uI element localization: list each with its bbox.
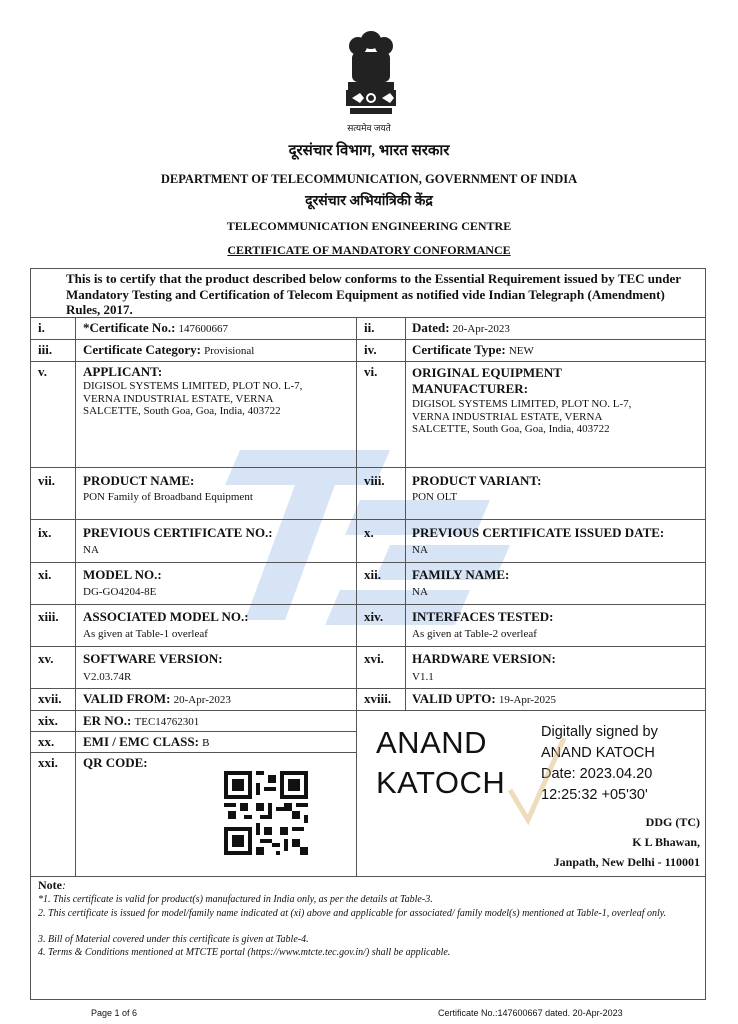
model-no-label: MODEL NO.:: [83, 567, 162, 582]
field-num-iii: iii.: [38, 342, 53, 357]
model-no-value: DG-GO4204-8E: [83, 586, 157, 598]
software-version-value: V2.03.74R: [83, 671, 132, 683]
product-variant-value: PON OLT: [412, 491, 458, 503]
field-num-xv: xv.: [38, 651, 54, 666]
previous-cert-date-label: PREVIOUS CERTIFICATE ISSUED DATE:: [412, 525, 665, 540]
dated-label: Dated:: [412, 320, 450, 335]
field-num-xxi: xxi.: [38, 755, 58, 770]
field-num-xvii: xvii.: [38, 691, 62, 706]
product-name-label: PRODUCT NAME:: [83, 473, 195, 488]
previous-cert-no-value: NA: [83, 544, 99, 556]
applicant-value: DIGISOL SYSTEMS LIMITED, PLOT NO. L-7, VERNA INDUSTRIAL ESTATE, VERNA SALCETTE, South Goa, Goa, India, 403722: [83, 380, 303, 417]
field-num-ii: ii.: [364, 320, 375, 335]
certificate-no-label: *Certificate No.:: [83, 320, 176, 335]
field-num-viii: viii.: [364, 473, 385, 488]
certificate-category-label: Certificate Category:: [83, 342, 202, 357]
applicant-label: APPLICANT:: [83, 364, 163, 379]
field-num-xi: xi.: [38, 567, 52, 582]
notes-heading-text: Note: [38, 878, 62, 892]
emi-emc-class-label: EMI / EMC CLASS:: [83, 734, 199, 749]
product-name-value: PON Family of Broadband Equipment: [83, 491, 253, 503]
emblem-motto: सत्यमेव जयते: [347, 123, 391, 133]
field-num-ix: ix.: [38, 525, 52, 540]
field-num-xix: xix.: [38, 713, 58, 728]
associated-model-label: ASSOCIATED MODEL NO.:: [83, 609, 249, 624]
previous-cert-date-value: NA: [412, 544, 428, 556]
field-num-xiii: xiii.: [38, 609, 59, 624]
er-no-value: TEC14762301: [134, 716, 200, 728]
note-4: 4. Terms & Conditions mentioned at MTCTE portal (https://www.mtcte.tec.gov.in/) shall be applicable.: [38, 947, 451, 958]
family-name-value: NA: [412, 586, 428, 598]
hardware-version-value: V1.1: [412, 671, 434, 683]
national-emblem-icon: [338, 26, 404, 126]
designation: DDG (TC): [645, 815, 700, 829]
hardware-version-label: HARDWARE VERSION:: [412, 651, 556, 666]
signature-check-icon: [500, 730, 570, 830]
family-name-label: FAMILY NAME:: [412, 567, 510, 582]
certificate-no-value: 147600667: [178, 323, 229, 335]
associated-model-value: As given at Table-1 overleaf: [83, 628, 208, 640]
intro-statement: This is to certify that the product described below conforms to the Essential Requirement issued by TEC under Mandatory Testing and Certification of Telecom Equipment as notified vide Indian Telegraph (Amendment) Rules, 2017.: [66, 271, 681, 317]
qr-code-icon[interactable]: [224, 771, 308, 855]
tec-hindi: दूरसंचार अभियांत्रिकी केंद्र: [305, 194, 433, 209]
field-num-iv: iv.: [364, 342, 377, 357]
certificate-type-label: Certificate Type:: [412, 342, 506, 357]
certificate-type-value: NEW: [508, 345, 534, 357]
digital-signature-text: Digitally signed by ANAND KATOCH Date: 2023.04.20 12:25:32 +05'30': [541, 724, 658, 803]
valid-upto-value: 19-Apr-2025: [498, 694, 557, 706]
notes-heading: Note:: [38, 878, 66, 892]
signer-name-line2: KATOCH: [376, 765, 506, 800]
signer-name-line1: ANAND: [376, 725, 488, 760]
note-1: *1. This certificate is valid for product(s) manufactured in India only, as per the details at Table-3.: [38, 894, 433, 905]
field-num-vi: vi.: [364, 364, 378, 379]
emi-emc-class-value: B: [202, 737, 210, 749]
field-num-xiv: xiv.: [364, 609, 384, 624]
oem-value: DIGISOL SYSTEMS LIMITED, PLOT NO. L-7, VERNA INDUSTRIAL ESTATE, VERNA SALCETTE, South Goa, Goa, India, 403722: [412, 398, 632, 435]
dated-value: 20-Apr-2023: [452, 323, 510, 335]
page-number: Page 1 of 6: [91, 1008, 138, 1018]
valid-from-value: 20-Apr-2023: [173, 694, 231, 706]
field-num-v: v.: [38, 364, 48, 379]
note-3: 3. Bill of Material covered under this certificate is given at Table-4.: [38, 934, 309, 945]
field-num-x: x.: [364, 525, 374, 540]
interfaces-tested-value: As given at Table-2 overleaf: [412, 628, 537, 640]
qr-code-label: QR CODE:: [83, 755, 148, 770]
interfaces-tested-label: INTERFACES TESTED:: [412, 609, 554, 624]
field-num-xii: xii.: [364, 567, 381, 582]
department-hindi: दूरसंचार विभाग, भारत सरकार: [288, 143, 450, 159]
note-2: 2. This certificate is issued for model/family name indicated at (xi) above and applicable for associated/ family model(s) mentioned at Table-1, overleaf only.: [38, 908, 667, 919]
field-num-vii: vii.: [38, 473, 55, 488]
certificate-category-value: Provisional: [204, 345, 255, 357]
er-no-label: ER NO.:: [83, 713, 132, 728]
document-title: CERTIFICATE OF MANDATORY CONFORMANCE: [227, 243, 511, 257]
product-variant-label: PRODUCT VARIANT:: [412, 473, 542, 488]
department-english: DEPARTMENT OF TELECOMMUNICATION, GOVERNMENT OF INDIA: [160, 172, 578, 186]
field-num-xviii: xviii.: [364, 691, 392, 706]
valid-from-label: VALID FROM:: [83, 691, 171, 706]
field-num-xx: xx.: [38, 734, 55, 749]
previous-cert-no-label: PREVIOUS CERTIFICATE NO.:: [83, 525, 273, 540]
office-address: Janpath, New Delhi - 110001: [553, 855, 700, 869]
field-num-xvi: xvi.: [364, 651, 384, 666]
oem-label: ORIGINAL EQUIPMENT MANUFACTURER:: [412, 365, 562, 396]
office-name: K L Bhawan,: [632, 835, 700, 849]
footer-certificate-ref: Certificate No.:147600667 dated. 20-Apr-2023: [438, 1008, 623, 1018]
field-num-i: i.: [38, 320, 45, 335]
software-version-label: SOFTWARE VERSION:: [83, 651, 223, 666]
tec-english: TELECOMMUNICATION ENGINEERING CENTRE: [226, 219, 512, 233]
valid-upto-label: VALID UPTO:: [412, 691, 496, 706]
